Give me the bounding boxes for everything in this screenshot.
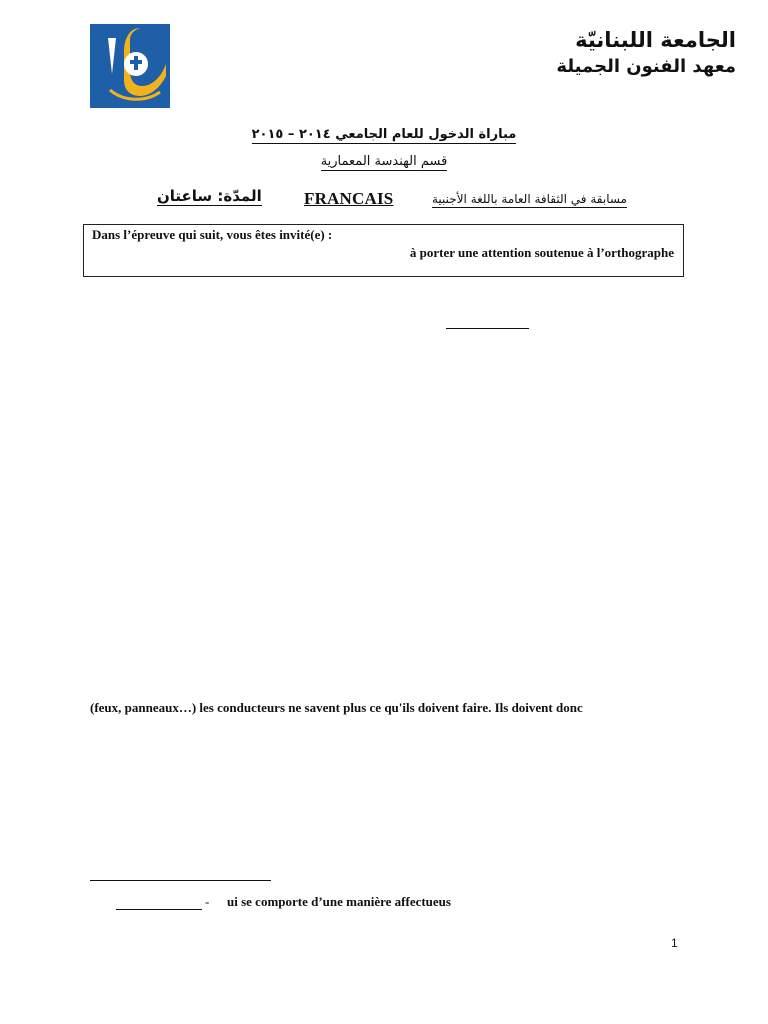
- footnote-text: ui se comporte d’une manière affectueus: [227, 894, 451, 909]
- exam-title: [0, 127, 768, 142]
- footnote-blank-line: [116, 909, 202, 910]
- instructions-line-1: Dans l’épreuve qui suit, vous êtes invité(e) :: [92, 227, 333, 242]
- exam-subject: FRANCAIS: [304, 189, 394, 208]
- exam-title-text: مباراة الدخول للعام الجامعي ٢٠١٤ – ٢٠١٥: [251, 127, 517, 142]
- department-text: قسم الهندسة المعمارية: [320, 154, 448, 169]
- page-number: 1: [671, 936, 678, 950]
- department: [0, 154, 768, 169]
- instructions-box: [83, 224, 684, 277]
- footnote-dash: -: [205, 894, 210, 909]
- university-logo: [90, 24, 170, 108]
- university-name: الجامعة اللبنانيّة: [575, 28, 736, 52]
- exam-duration: المدّة: ساعتان: [157, 187, 262, 205]
- lebanese-university-logo-icon: [90, 24, 170, 108]
- instructions-line-2: à porter une attention soutenue à l’orthographe: [409, 245, 674, 260]
- footnote-separator: [90, 880, 271, 881]
- competition-title: مسابقة في الثقافة العامة باللغة الأجنبية: [432, 192, 627, 206]
- body-text-line: (feux, panneaux…) les conducteurs ne savent plus ce qu'ils doivent faire. Ils doivent donc: [90, 700, 583, 715]
- title-underline-blank: [446, 328, 529, 329]
- institute-name: معهد الفنون الجميلة: [556, 56, 736, 77]
